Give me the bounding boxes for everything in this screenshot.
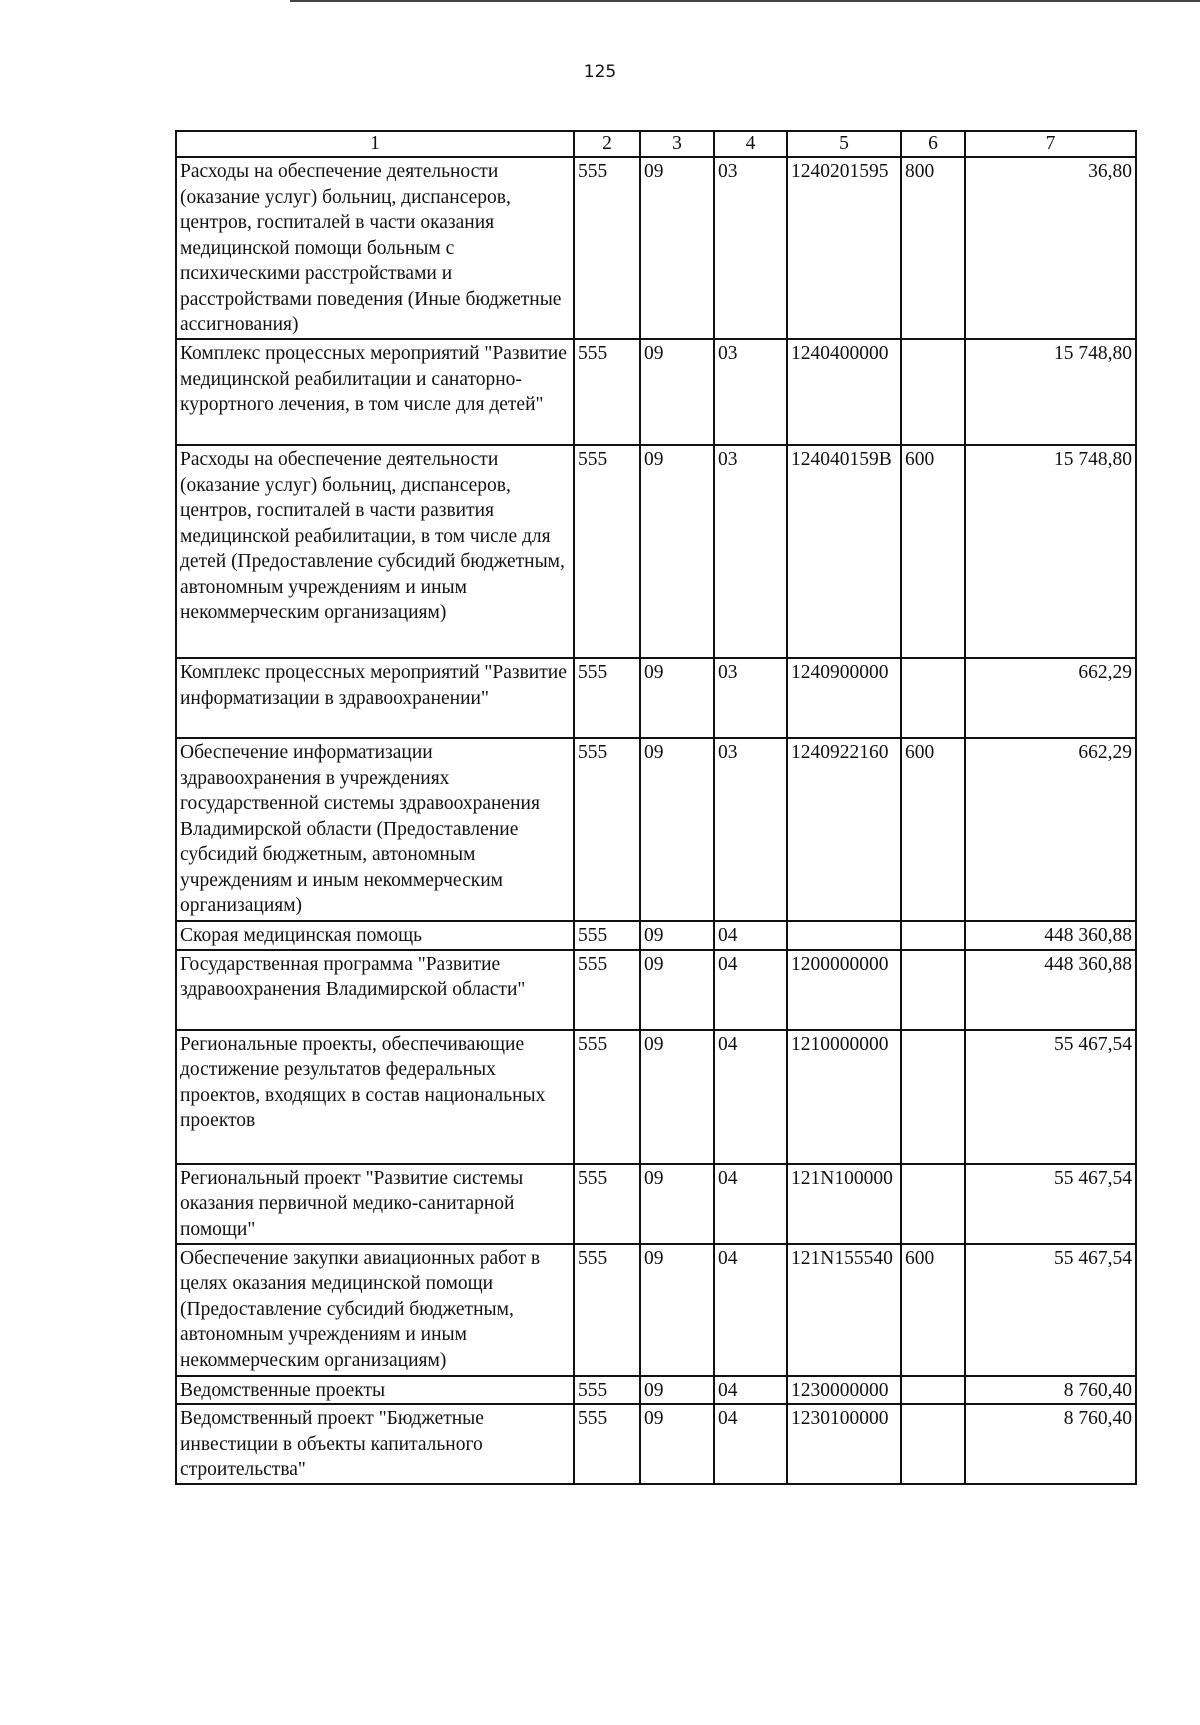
section-code: 09 xyxy=(640,1030,714,1164)
amount: 55 467,54 xyxy=(965,1030,1136,1164)
subsection-code: 04 xyxy=(714,1376,787,1405)
target-article-code: 1240400000 xyxy=(787,339,901,445)
ved-code: 555 xyxy=(574,339,640,445)
target-article-code: 1230000000 xyxy=(787,1376,901,1405)
top-rule xyxy=(290,0,1200,2)
header-cell: 3 xyxy=(640,131,714,157)
section-code: 09 xyxy=(640,157,714,339)
item-name: Расходы на обеспечение деятельности (оказание услуг) больниц, диспансеров, центров, госпиталей в части оказания медицинской помощи больным с психическими расстройствами и расстройствами поведения (Иные бюджетные ассигнования) xyxy=(176,157,574,339)
header-cell: 6 xyxy=(901,131,965,157)
item-name: Ведомственный проект "Бюджетные инвестиции в объекты капитального строительства" xyxy=(176,1404,574,1484)
ved-code: 555 xyxy=(574,1376,640,1405)
target-article-code: 1240900000 xyxy=(787,658,901,738)
ved-code: 555 xyxy=(574,950,640,1030)
table-row xyxy=(176,1404,1136,1484)
header-cell: 2 xyxy=(574,131,640,157)
amount: 55 467,54 xyxy=(965,1164,1136,1244)
header-cell: 1 xyxy=(176,131,574,157)
section-code: 09 xyxy=(640,1376,714,1405)
ved-code: 555 xyxy=(574,658,640,738)
ved-code: 555 xyxy=(574,1030,640,1164)
item-name: Скорая медицинская помощь xyxy=(176,921,574,950)
expense-type-code: 800 xyxy=(901,157,965,339)
target-article-code: 124040159В xyxy=(787,445,901,658)
section-code: 09 xyxy=(640,1244,714,1376)
expense-type-code xyxy=(901,1376,965,1405)
target-article-code xyxy=(787,921,901,950)
table-row xyxy=(176,1164,1136,1244)
table-row xyxy=(176,339,1136,445)
target-article-code: 1240922160 xyxy=(787,738,901,921)
table-row xyxy=(176,157,1136,339)
amount: 448 360,88 xyxy=(965,950,1136,1030)
ved-code: 555 xyxy=(574,1164,640,1244)
subsection-code: 04 xyxy=(714,1030,787,1164)
header-row xyxy=(176,131,1136,157)
item-name: Ведомственные проекты xyxy=(176,1376,574,1405)
subsection-code: 04 xyxy=(714,1244,787,1376)
table-row xyxy=(176,921,1136,950)
subsection-code: 03 xyxy=(714,658,787,738)
item-name: Комплекс процессных мероприятий "Развитие медицинской реабилитации и санаторно-курортного лечения, в том числе для детей" xyxy=(176,339,574,445)
amount: 8 760,40 xyxy=(965,1404,1136,1484)
expense-type-code: 600 xyxy=(901,445,965,658)
expense-type-code xyxy=(901,1030,965,1164)
amount: 15 748,80 xyxy=(965,339,1136,445)
section-code: 09 xyxy=(640,1404,714,1484)
table-row xyxy=(176,1030,1136,1164)
ved-code: 555 xyxy=(574,157,640,339)
section-code: 09 xyxy=(640,339,714,445)
section-code: 09 xyxy=(640,1164,714,1244)
table-row xyxy=(176,1244,1136,1376)
ved-code: 555 xyxy=(574,1404,640,1484)
header-cell: 5 xyxy=(787,131,901,157)
section-code: 09 xyxy=(640,921,714,950)
table-row xyxy=(176,738,1136,921)
expense-type-code xyxy=(901,339,965,445)
ved-code: 555 xyxy=(574,921,640,950)
amount: 662,29 xyxy=(965,658,1136,738)
target-article-code: 1200000000 xyxy=(787,950,901,1030)
target-article-code: 121N155540 xyxy=(787,1244,901,1376)
subsection-code: 03 xyxy=(714,445,787,658)
target-article-code: 1230100000 xyxy=(787,1404,901,1484)
target-article-code: 121N100000 xyxy=(787,1164,901,1244)
item-name: Расходы на обеспечение деятельности (оказание услуг) больниц, диспансеров, центров, госпиталей в части развития медицинской реабилитации, в том числе для детей (Предоставление субсидий бюджетным, автономным учреждениям и иным некоммерческим организациям) xyxy=(176,445,574,658)
subsection-code: 03 xyxy=(714,738,787,921)
amount: 662,29 xyxy=(965,738,1136,921)
expense-type-code: 600 xyxy=(901,738,965,921)
table-row xyxy=(176,658,1136,738)
subsection-code: 04 xyxy=(714,1164,787,1244)
subsection-code: 03 xyxy=(714,157,787,339)
amount: 15 748,80 xyxy=(965,445,1136,658)
section-code: 09 xyxy=(640,950,714,1030)
subsection-code: 04 xyxy=(714,1404,787,1484)
table-row xyxy=(176,1376,1136,1405)
ved-code: 555 xyxy=(574,445,640,658)
item-name: Региональный проект "Развитие системы оказания первичной медико-санитарной помощи" xyxy=(176,1164,574,1244)
amount: 36,80 xyxy=(965,157,1136,339)
section-code: 09 xyxy=(640,445,714,658)
header-cell: 7 xyxy=(965,131,1136,157)
section-code: 09 xyxy=(640,658,714,738)
target-article-code: 1210000000 xyxy=(787,1030,901,1164)
section-code: 09 xyxy=(640,738,714,921)
expense-type-code: 600 xyxy=(901,1244,965,1376)
page-number: 125 xyxy=(583,62,617,82)
subsection-code: 04 xyxy=(714,921,787,950)
expense-type-code xyxy=(901,921,965,950)
subsection-code: 03 xyxy=(714,339,787,445)
amount: 448 360,88 xyxy=(965,921,1136,950)
table-row xyxy=(176,445,1136,658)
item-name: Комплекс процессных мероприятий "Развитие информатизации в здравоохранении" xyxy=(176,658,574,738)
target-article-code: 1240201595 xyxy=(787,157,901,339)
expense-type-code xyxy=(901,1164,965,1244)
expense-type-code xyxy=(901,950,965,1030)
item-name: Региональные проекты, обеспечивающие достижение результатов федеральных проектов, входящих в состав национальных проектов xyxy=(176,1030,574,1164)
expense-type-code xyxy=(901,1404,965,1484)
amount: 55 467,54 xyxy=(965,1244,1136,1376)
ved-code: 555 xyxy=(574,1244,640,1376)
table-row xyxy=(176,950,1136,1030)
expense-type-code xyxy=(901,658,965,738)
item-name: Обеспечение закупки авиационных работ в целях оказания медицинской помощи (Предоставление субсидий бюджетным, автономным учреждениям и иным некоммерческим организациям) xyxy=(176,1244,574,1376)
budget-table xyxy=(175,130,1137,1485)
ved-code: 555 xyxy=(574,738,640,921)
subsection-code: 04 xyxy=(714,950,787,1030)
item-name: Государственная программа "Развитие здравоохранения Владимирской области" xyxy=(176,950,574,1030)
header-cell: 4 xyxy=(714,131,787,157)
item-name: Обеспечение информатизации здравоохранения в учреждениях государственной системы здравоохранения Владимирской области (Предоставление субсидий бюджетным, автономным учреждениям и иным некоммерческим организациям) xyxy=(176,738,574,921)
amount: 8 760,40 xyxy=(965,1376,1136,1405)
